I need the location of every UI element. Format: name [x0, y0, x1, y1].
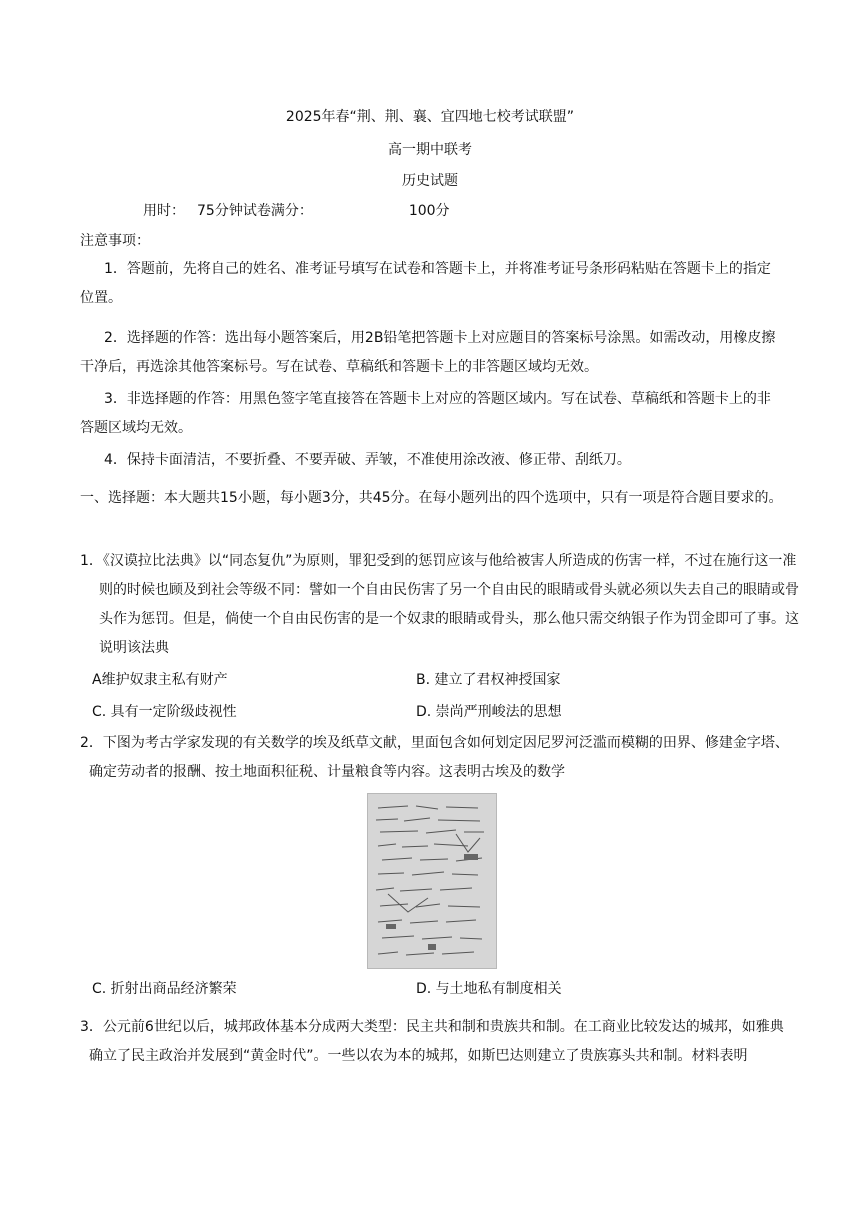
question-1-stem: 1．《汉谟拉比法典》以“同态复仇”为原则，罪犯受到的惩罚应该与他给被害人所造成的伤害一样，不过在施行这一准则的时候也顾及到社会等级不同：譬如一个自由民伤害了另一个自由民的眼睛或骨头就必须以失去自己的眼睛或骨头作为惩罚。但是，倘使一个自由民伤害的是一个奴隶的眼睛或骨头，那么他只需交纳银子作为罚金即可了事。这说明该法典: [80, 553, 799, 656]
question-1-option-b: B. 建立了君权神授国家: [416, 672, 561, 688]
exam-subject: 历史试题: [402, 173, 458, 189]
question-1-option-a: A维护奴隶主私有财产: [92, 672, 228, 688]
papyrus-image: [367, 793, 497, 969]
question-1-option-d: D. 崇尚严刑峻法的思想: [416, 704, 562, 720]
exam-time-row: [143, 200, 450, 220]
notice-heading: 注意事项：: [80, 233, 150, 249]
question-2-option-c: C. 折射出商品经济繁荣: [92, 981, 237, 997]
question-3-stem: 3．公元前6世纪以后，城邦政体基本分成两大类型：民主共和制和贵族共和制。在工商业比较发达的城邦，如雅典确立了民主政治并发展到“黄金时代”。一些以农为本的城邦，如斯巴达则建立了贵族寡头共和制。材料表明: [80, 1019, 784, 1064]
notice-item-4: 4．保持卡面清洁，不要折叠、不要弄破、弄皱，不准使用涂改液、修正带、刮纸刀。: [104, 452, 631, 468]
exam-title: 2025年春“荆、荆、襄、宜四地七校考试联盟”: [285, 109, 575, 125]
notice-item-1: 1．答题前，先将自己的姓名、准考证号填写在试卷和答题卡上，并将准考证号条形码粘贴在答题卡上的指定位置。: [80, 261, 771, 306]
section-heading: 一、选择题：本大题共15小题，每小题3分，共45分。在每小题列出的四个选项中，只有一项是符合题目要求的。: [80, 490, 783, 506]
question-1-option-c: C. 具有一定阶级歧视性: [92, 704, 237, 720]
question-2-option-d: D. 与土地私有制度相关: [416, 981, 562, 997]
time-label: 用时：: [143, 203, 185, 219]
notice-item-2: 2．选择题的作答：选出每小题答案后，用2B铅笔把答题卡上对应题目的答案标号涂黑。如需改动，用橡皮擦干净后，再选涂其他答案标号。写在试卷、草稿纸和答题卡上的非答题区域均无效。: [80, 330, 776, 375]
time-value: 75分钟试卷满分：: [197, 203, 313, 219]
papyrus-figure: [368, 794, 496, 968]
question-2-stem: 2．下图为考古学家发现的有关数学的埃及纸草文献，里面包含如何划定因尼罗河泛滥而模糊的田界、修建金字塔、确定劳动者的报酬、按土地面积征税、计量粮食等内容。这表明古埃及的数学: [80, 735, 789, 780]
exam-subtitle: 高一期中联考: [388, 142, 472, 158]
notice-item-3: 3．非选择题的作答：用黑色签字笔直接答在答题卡上对应的答题区域内。写在试卷、草稿纸和答题卡上的非答题区域均无效。: [80, 391, 771, 436]
score-value: 100分: [408, 203, 450, 219]
